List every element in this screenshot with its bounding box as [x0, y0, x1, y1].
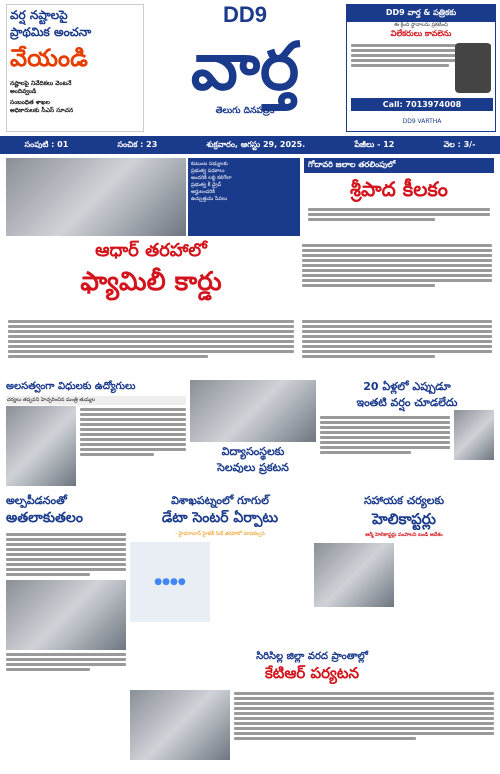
story1-box: [304, 158, 494, 236]
promo-sub1: నష్టాలపై నివేదికలు వెంటనే: [10, 80, 72, 87]
ad-photo: [455, 43, 491, 93]
story7-line2: డేటా సెంటర్ ఏర్పాటు: [161, 510, 279, 526]
promo-big: వేయండి: [10, 44, 88, 72]
story9-line2: కేటిఆర్ పర్యటన: [264, 664, 360, 682]
story8-sub: ఆర్మీ హెలికాప్టర్లు పంపాలని బండి ఆదేశం: [365, 532, 443, 538]
story4-headline2: సెలవులు ప్రకటన: [217, 461, 289, 474]
ad-handle: DD9 VARTHA: [402, 118, 442, 125]
bandi-photo: [314, 543, 394, 607]
story2-box: [6, 240, 296, 312]
story8-line1: సహాయక చర్యలకు: [363, 494, 445, 507]
promo-sub2: అందివ్వండి: [10, 88, 37, 95]
ad-phone: Call: 7013974008: [351, 98, 493, 111]
leader-photo: [454, 410, 494, 460]
story5-box: [320, 380, 494, 490]
story4-box: [190, 380, 316, 490]
promo-sub4: అధికారులకు సీఎస్ సూచన: [10, 107, 74, 114]
story4-headline: విద్యాసంస్థలకు: [221, 445, 285, 458]
story2-body: [6, 316, 296, 376]
story5-line1: 20 ఏళ్లలో ఎప్పుడూ: [363, 380, 451, 393]
meeting-photo: [6, 158, 186, 236]
story2-line1: ఆధార్ తరహాలో: [95, 240, 207, 261]
story9-line1: సిరిసిల్ల జిల్లా వరద ప్రాంతాల్లో: [256, 651, 368, 662]
story1-list: కుటుంబ సభ్యులకు ప్రభుత్వ పథకాలు అందరికీ లబ్ధి కలిగేలా ప్రభుత్వ కీ డ్రైవ్ అర్హులందరికీ ఉచ్చుత్తుమ సేవలు: [188, 158, 300, 236]
dateline-bar: [0, 136, 500, 154]
story8-box: [314, 494, 494, 646]
rain-photo: [190, 380, 316, 442]
date: శుక్రవారం, ఆగస్టు 29, 2025.: [206, 139, 306, 149]
right-ad-box: [346, 4, 496, 132]
ad-hiring: విలేకరులు కావలెను: [390, 29, 452, 38]
story6-box: [6, 494, 126, 769]
logo-small: DD9: [222, 2, 267, 27]
pages: పేజీలు - 12: [354, 139, 395, 149]
promo-mid: ప్రాథమిక అంచనా: [10, 25, 92, 39]
minister-photo: [6, 406, 76, 486]
story7-line1: విశాఖపట్నంలో గూగుల్: [171, 494, 269, 507]
ad-line: ఈ క్రింది స్థానాలను ప్రకటించి: [394, 22, 448, 28]
story2-line2: ఫ్యామిలీ కార్డు: [80, 267, 222, 297]
ktr-photo: [130, 690, 230, 760]
logo-tagline: తెలుగు దినపత్రిక: [215, 106, 275, 116]
story1-body-2: [300, 316, 494, 376]
story6-line2: అతలాకుతలం: [6, 510, 83, 526]
promo-top: వర్ష నష్టాలపై: [10, 8, 68, 22]
story5-line2: ఇంతటి వర్షం చూడలేదు: [356, 396, 458, 409]
logo: [150, 2, 340, 132]
promo-sub3: సంబంధిత శాఖల: [10, 99, 50, 106]
masthead: [0, 0, 500, 135]
story3-sub: చర్యలు తప్పవని హెచ్చరించిన మంత్రి తుమ్మల: [6, 396, 186, 405]
flood-photo: [6, 580, 126, 650]
price: వెల : 3/-: [443, 139, 476, 149]
google-photo: ●●●●: [130, 542, 210, 622]
story3-headline: అలసత్వంగా విధులకు ఉద్యోగులు: [6, 381, 136, 392]
story8-line2: హెలికాప్టర్లు: [372, 510, 436, 528]
issue: సంచిక : 23: [117, 139, 158, 149]
story6-line1: అల్పపీడనంతో: [6, 494, 67, 507]
story7-box: [130, 494, 310, 646]
story1-kicker: గోదావరి జలాల తరలింపులో: [304, 158, 494, 173]
ad-brand: DD9 వార్త & పత్రికకు: [347, 5, 495, 22]
logo-main: వార్త: [190, 28, 300, 105]
story1-headline: శ్రీపాద కీలకం: [350, 177, 448, 201]
volume: సంపుటి : 01: [24, 139, 69, 149]
story1-body: [300, 240, 494, 310]
story3-box: [6, 380, 186, 490]
story7-sub: - హైదరాబాద్ హైటెక్ సిటీ తరహాలో రూపకల్పన: [175, 531, 265, 537]
left-promo-box: [6, 4, 144, 132]
story9-box: [130, 650, 494, 770]
